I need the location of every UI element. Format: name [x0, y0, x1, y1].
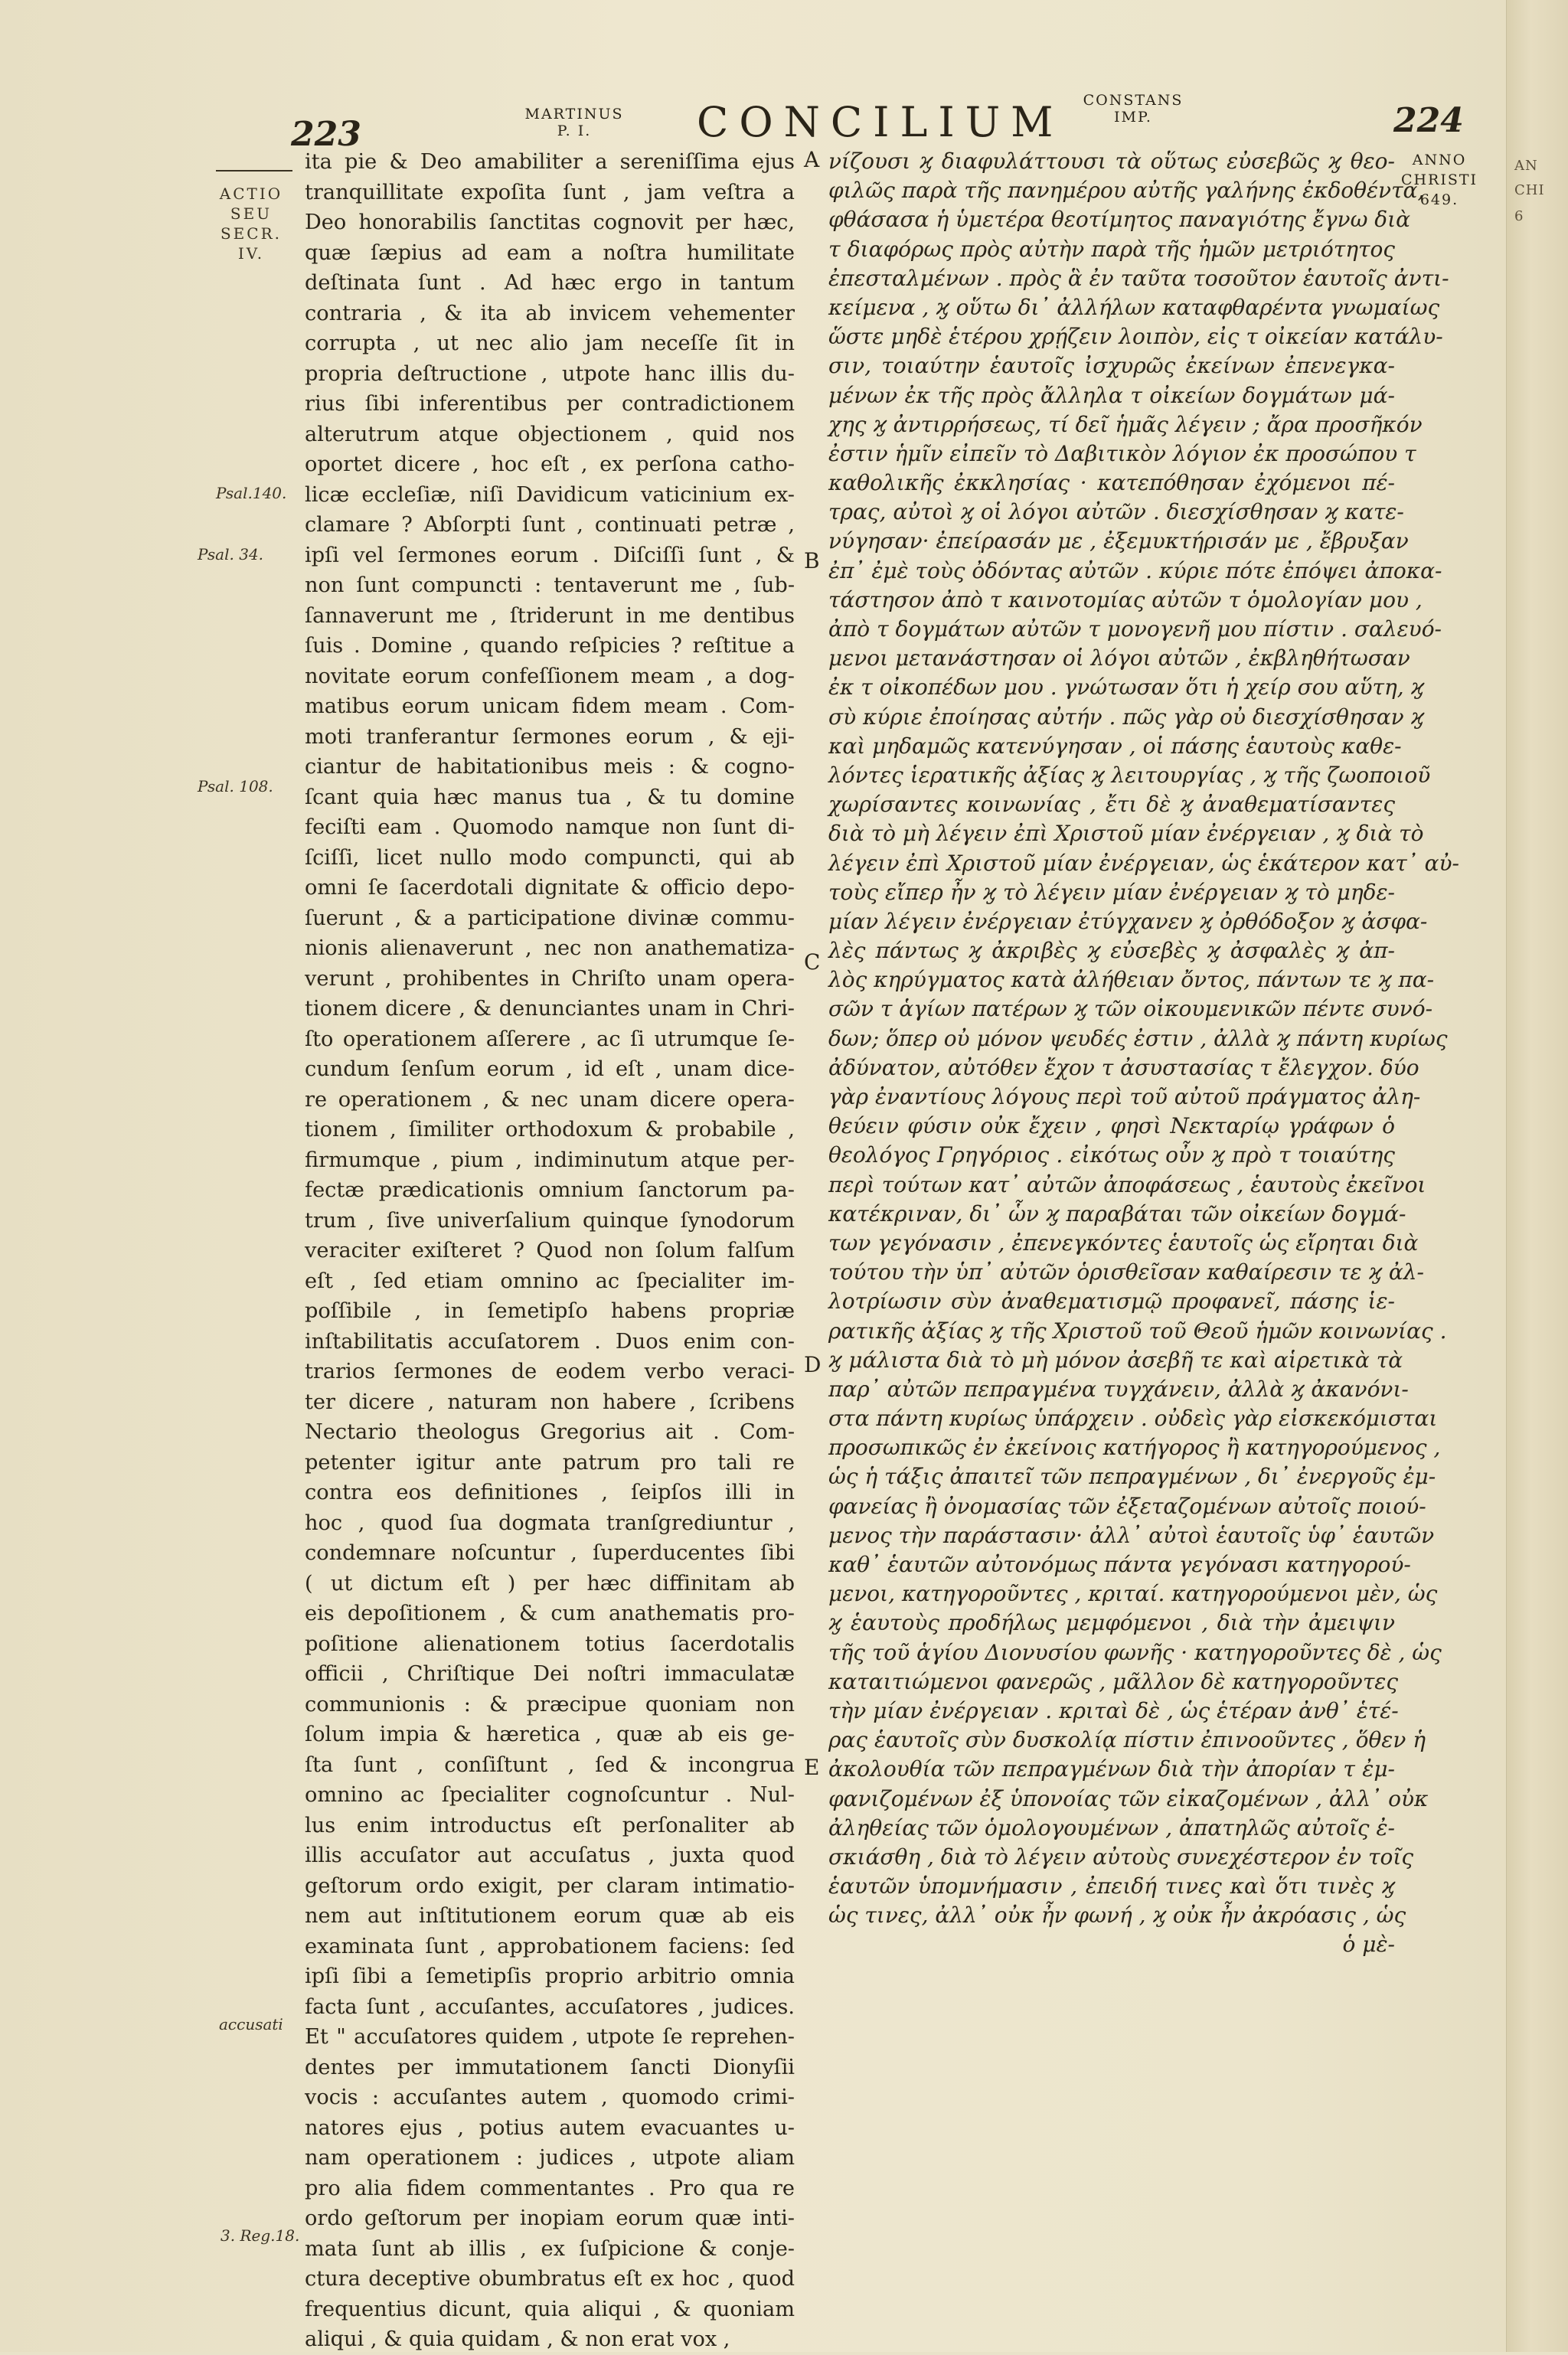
latin-text-line: oportet dicere , hoc eſt , ex perſona catho- — [305, 452, 795, 476]
greek-text-line: καθ᾽ ἑαυτῶν αὐτονόμως πάντα γεγόνασι κατηγορού- — [828, 1552, 1411, 1577]
margin-note-accusati: accusati — [219, 2015, 283, 2033]
latin-text-line: veraciter exiſteret ? Quod non ſolum falſum — [305, 1239, 795, 1262]
greek-text-line: ἀπὸ τ δογμάτων αὐτῶν τ μονογενῆ μου πίστιν . σαλευό- — [828, 616, 1442, 642]
latin-text-line: re operationem , & nec unam dicere opera- — [305, 1087, 795, 1112]
greek-text-line: θεολόγος Γρηγόριος . εἰκότως οὖν ϗ πρὸ τ τοιαύτης — [828, 1142, 1395, 1168]
greek-text-line: θεύειν φύσιν οὐκ ἔχειν , φησὶ Νεκταρίῳ γράφων ὁ — [828, 1113, 1395, 1139]
running-head-line: MARTINUS — [524, 106, 624, 122]
greek-text-line: διὰ τὸ μὴ λέγειν ἐπὶ Χριστοῦ μίαν ἐνέργειαν , ϗ διὰ τὸ — [828, 821, 1424, 847]
margin-note-psal108: Psal. 108. — [198, 777, 273, 795]
page-header — [291, 92, 1485, 153]
greek-text-line: σιν, τοιαύτην ἑαυτοῖς ἰσχυρῶς ἐκείνων ἐπενεγκα- — [828, 353, 1395, 379]
latin-text-line: ſto operationem aſſerere , ac ſi utrumque ſe- — [305, 1027, 795, 1051]
greek-text-line: ϗ ἑαυτοὺς προδήλως μεμφόμενοι , διὰ τὴν ἀμειψιν — [828, 1610, 1395, 1636]
latin-text-line: quæ ſæpius ad eam a noſtra humilitate — [305, 240, 795, 265]
greek-text-line: τούτου τὴν ὑπ᾽ αὐτῶν ὁρισθεῖσαν καθαίρεσιν τε ϗ ἀλ- — [828, 1259, 1424, 1285]
greek-text-line: τρας, αὐτοὶ ϗ οἱ λόγοι αὐτῶν . διεσχίσθησαν ϗ κατε- — [828, 499, 1404, 525]
greek-text-line: φανείας ἢ ὀνομασίας τῶν ἐξεταζομένων αὐτοῖς ποιού- — [828, 1493, 1426, 1519]
greek-text-line: τοὺς εἴπερ ἦν ϗ τὸ λέγειν μίαν ἐνέργειαν ϗ τὸ μηδε- — [828, 879, 1395, 905]
latin-text-line: ſciſſi, licet nullo modo compuncti, qui ab — [305, 845, 795, 870]
latin-text-line: Deo honorabilis ſanctitas cognovit per hæc, — [305, 211, 795, 234]
greek-text-line: καὶ μηδαμῶς κατενύγησαν , οἱ πάσης ἑαυτοὺς καθε- — [828, 733, 1402, 759]
greek-text-line: σκιάσθη , διὰ τὸ λέγειν αὐτοὺς συνεχέστερον ἐν τοῖς — [828, 1844, 1414, 1870]
year-note-anno: ANNO — [1412, 152, 1467, 168]
greek-text-line: μενοι μετανάστησαν οἱ λόγοι αὐτῶν , ἐκβληθήτωσαν — [828, 645, 1410, 671]
section-letter: A — [804, 147, 820, 172]
greek-text-line: ἀκολουθία τῶν πεπραγμένων διὰ τὴν ἀπορίαν τ ἐμ- — [828, 1756, 1395, 1782]
greek-text-line: λέγειν ἐπὶ Χριστοῦ μίαν ἐνέργειαν, ὡς ἑκάτερον κατ᾽ αὐ- — [828, 850, 1460, 876]
greek-text-line: κατέκριναν, δι᾽ ὧν ϗ παραβάται τῶν οἰκείων δογμά- — [828, 1200, 1406, 1226]
latin-text-line: contraria , & ita ab invicem vehementer — [305, 301, 795, 325]
greek-text-line: δων; ὅπερ οὐ μόνον ψευδές ἐστιν , ἀλλὰ ϗ πάντη κυρίως — [828, 1025, 1448, 1051]
adjacent-page-edge — [1506, 0, 1568, 2352]
greek-text-line: των γεγόνασιν , ἐπενεγκόντες ἑαυτοῖς ὡς εἴρηται διὰ — [828, 1230, 1419, 1256]
greek-text-line: γὰρ ἐναντίους λόγους περὶ τοῦ αὐτοῦ πράγματος ἀλη- — [828, 1084, 1421, 1109]
latin-text-line: omnino ac ſpecialiter cognoſcuntur . Nul- — [305, 1783, 795, 1807]
actio-line: SEU — [230, 204, 273, 223]
page-number-left: 223 — [291, 115, 361, 154]
greek-text-line: μίαν λέγειν ἐνέργειαν ἐτύγχανεν ϗ ὀρθόδοξον ϗ ἀσφα- — [828, 908, 1428, 934]
latin-text-line: Nectario theologus Gregorius ait . Com- — [305, 1420, 795, 1444]
latin-text-line: petenter igitur ante patrum pro tali re — [305, 1450, 795, 1475]
greek-text-line: τάστησον ἀπὸ τ καινοτομίας αὐτῶν τ ὁμολογίαν μου , — [828, 586, 1423, 612]
latin-text-line: moti tranferantur ſermones eorum , & eji- — [305, 724, 795, 749]
greek-text-line: ϗ μάλιστα διὰ τὸ μὴ μόνον ἀσεβῆ τε καὶ αἱρετικὰ τὰ — [828, 1347, 1403, 1373]
latin-text-line: ipſi vel ſermones eorum . Diſciſſi ſunt , & — [305, 543, 795, 567]
greek-text-line: στα πάντη κυρίως ὑπάρχειν . οὐδεὶς γὰρ εἰσκεκόμισται — [828, 1406, 1438, 1432]
latin-text-line: ( ut dictum eſt ) per hæc diffinitam ab — [305, 1571, 795, 1596]
greek-text-line: μενοι, κατηγοροῦντες , κριταί. κατηγορούμενοι μὲν, ὡς — [828, 1581, 1438, 1607]
edge-text: AN — [1514, 158, 1538, 174]
greek-text-line: μένων ἐκ τῆς πρὸς ἄλληλα τ οἰκείων δογμάτων μά- — [828, 382, 1395, 408]
latin-text-line: facta ſunt , accuſantes, accuſatores , judices. — [305, 1994, 795, 2019]
latin-text-line: clamare ? Abſorpti ſunt , continuati petræ , — [305, 513, 795, 537]
latin-text-line: poſſibile , in ſemetipſo habens propriæ — [305, 1299, 795, 1323]
greek-text-line: λὲς πάντως ϗ ἀκριβὲς ϗ εὐσεβὲς ϗ ἀσφαλὲς ϗ ἀπ- — [828, 938, 1395, 964]
latin-text-line: trum , ſive univerſalium quinque ſynodorum — [305, 1208, 795, 1233]
latin-text-line: pro alia fidem commentantes . Pro qua re — [305, 2176, 795, 2200]
actio-label — [213, 184, 289, 263]
latin-text-line: ſolum impia & hæretica , quæ ab eis ge- — [305, 1723, 795, 1746]
latin-text-line: ſuis . Domine , quando reſpicies ? reſtitue a — [305, 634, 795, 658]
latin-text-line: mata ſunt ab illis , ex ſuſpicione & conje- — [305, 2236, 795, 2261]
margin-note-kings: 3. Reg.18. — [220, 2226, 300, 2245]
latin-text-line: novitate eorum confeſſionem meam , a dog- — [305, 664, 795, 688]
latin-text-line: eis depoſitionem , & cum anathematis pro- — [305, 1602, 795, 1625]
greek-text-line: καταιτιώμενοι φανερῶς , μᾶλλον δὲ κατηγοροῦντες — [828, 1668, 1399, 1694]
margin-note-psal140: Psal.140. — [216, 484, 287, 502]
latin-text-line: hoc , quod ſua dogmata tranſgrediuntur , — [305, 1511, 795, 1535]
greek-text-line: ἑαυτῶν ὑπομνήμασιν , ἐπειδή τινες καὶ ὅτι τινὲς ϗ — [828, 1873, 1395, 1899]
latin-text-line: tionem dicere , & denunciantes unam in Chri- — [305, 997, 795, 1021]
greek-text-line: τὴν μίαν ἐνέργειαν . κριταὶ δὲ , ὡς ἑτέραν ἀνθ᾽ ἑτέ- — [828, 1697, 1399, 1723]
greek-text-line: προσωπικῶς ἐν ἐκείνοις κατήγορος ἢ κατηγορούμενος , — [828, 1435, 1441, 1461]
latin-text-line: firmumque , pium , indiminutum atque per- — [305, 1148, 795, 1172]
latin-text-line: illis accuſator aut accuſatus , juxta quod — [305, 1844, 795, 1867]
latin-text-line: propria deſtructione , utpote hanc illis du- — [305, 361, 795, 386]
latin-text-line: vocis : accuſantes autem , quomodo crimi- — [305, 2086, 795, 2109]
actio-line: ACTIO — [219, 185, 283, 203]
section-letter: C — [804, 949, 821, 975]
latin-text-line: nionis alienaverunt , nec non anathematiza- — [305, 936, 795, 960]
latin-text-line: verunt , prohibentes in Chriſto unam opera- — [305, 966, 795, 991]
greek-text-line: μενος τὴν παράστασιν· ἀλλ᾽ αὐτοὶ ἑαυτοῖς ὑφ᾽ ἑαυτῶν — [828, 1522, 1435, 1548]
latin-text-line: corrupta , ut nec alio jam neceſſe ſit in — [305, 332, 795, 355]
latin-text-line: aliqui , & quia quidam , & non erat vox , — [305, 2327, 730, 2351]
greek-text-line: φιλῶς παρὰ τῆς πανημέρου αὐτῆς γαλήνης ἐκδοθέντα, — [828, 178, 1425, 204]
margin-rule — [216, 170, 292, 171]
latin-text-line: ctura deceptive obumbratus eſt ex hoc , quod — [305, 2267, 795, 2291]
running-head-line: P. I. — [557, 122, 592, 139]
greek-text-line: χης ϗ ἀντιρρήσεως, τί δεῖ ἡμᾶς λέγειν ; ἄρα προσῆκόν — [828, 411, 1423, 437]
section-letter: E — [804, 1755, 820, 1780]
greek-text-line: σὺ κύριε ἐποίησας αὐτήν . πῶς γὰρ οὐ διεσχίσθησαν ϗ — [828, 704, 1425, 730]
greek-text-line: λόντες ἱερατικῆς ἀξίας ϗ λειτουργίας , ϗ τῆς ζωοποιοῦ — [828, 762, 1431, 788]
latin-text-line: matibus eorum unicam fidem meam . Com- — [305, 694, 795, 718]
latin-text-line: poſitione alienationem totius ſacerdotalis — [305, 1632, 795, 1656]
latin-text-line: geſtorum ordo exigit, per claram intimatio- — [305, 1873, 795, 1898]
latin-text-line: condemnare noſcuntur , ſuperducentes ſibi — [305, 1541, 795, 1565]
latin-text-line: deſtinata ſunt . Ad hæc ergo in tantum — [305, 271, 795, 295]
margin-note-psal34: Psal. 34. — [198, 545, 264, 563]
latin-text-line: feciſti eam . Quomodo namque non ſunt di- — [305, 815, 795, 839]
page-number-right: 224 — [1393, 101, 1464, 140]
latin-text-line: inſtabilitatis accuſatorem . Duos enim con- — [305, 1329, 795, 1354]
latin-text-line: non ſunt compuncti : tentaverunt me , ſub- — [305, 573, 795, 597]
latin-text-line: alterutrum atque objectionem , quid nos — [305, 422, 795, 446]
greek-text-line: κείμενα , ϗ οὕτω δι᾽ ἀλλήλων καταφθαρέντα γνωμαίως — [828, 294, 1440, 320]
running-head-right — [1064, 92, 1202, 126]
greek-text-line: καθολικῆς ἐκκλησίας · κατεπόθησαν ἐχόμενοι πέ- — [828, 470, 1395, 496]
running-head-line: CONSTANS — [1083, 92, 1184, 109]
latin-text-line: lus enim introductus eſt perſonaliter ab — [305, 1813, 795, 1837]
greek-text-line: φανιζομένων ἐξ ὑπονοίας τῶν εἰκαζομένων , ἀλλ᾽ οὐκ — [828, 1785, 1429, 1811]
running-head-line: IMP. — [1114, 109, 1152, 126]
latin-text-line: contra eos definitiones , ſeipſos illi in — [305, 1481, 795, 1504]
latin-text-line: cundum ſenſum eorum , id eſt , unam dice- — [305, 1057, 795, 1081]
year-note-christi: CHRISTI — [1400, 171, 1478, 188]
latin-text-line: ordo geſtorum per inopiam eorum quæ inti- — [305, 2206, 795, 2230]
greek-text-line: λὸς κηρύγματος κατὰ ἀλήθειαν ὄντος, πάντων τε ϗ πα- — [828, 967, 1435, 993]
latin-text-line: Et " accuſatores quidem , utpote ſe reprehen- — [305, 2025, 795, 2049]
latin-text-line: ipſi ſibi a ſemetipſis proprio arbitrio omnia — [305, 1965, 795, 1988]
latin-text-line: frequentius dicunt, quia aliqui , & quoniam — [305, 2297, 795, 2321]
greek-text-line: λοτρίωσιν σὺν ἀναθεματισμῷ προφανεῖ, πάσης ἱε- — [828, 1289, 1395, 1315]
greek-text-line: νίζουσι ϗ διαφυλάττουσι τὰ οὕτως εὐσεβῶς ϗ θεο- — [828, 149, 1395, 174]
latin-text-line: officii , Chriſtique Dei noſtri immaculatæ — [305, 1662, 795, 1686]
greek-text-line: ἐπεσταλμένων . πρὸς ἃ ἐν ταῦτα τοσοῦτον ἑαυτοῖς ἀντι- — [828, 265, 1449, 291]
latin-text-line: ciantur de habitationibus meis : & cogno- — [305, 755, 795, 779]
latin-text-line: nam operationem : judices , utpote aliam — [305, 2146, 795, 2170]
latin-text-line: examinata ſunt , approbationem faciens: ſed — [305, 1934, 795, 1958]
latin-text-line: eſt , ſed etiam omnino ac ſpecialiter im- — [305, 1269, 795, 1293]
latin-text-line: licæ eccleſiæ, niſi Davidicum vaticinium ex- — [305, 482, 795, 507]
greek-text-line: ἐστιν ἡμῖν εἰπεῖν τὸ Δαβιτικὸν λόγιον ἐκ προσώπου τ — [828, 440, 1416, 466]
greek-text-line: ἐκ τ οἰκοπέδων μου . γνώτωσαν ὅτι ἡ χείρ σου αὕτη, ϗ — [828, 674, 1424, 701]
section-letter: B — [804, 548, 820, 573]
latin-text-line: ſannaverunt me , ſtriderunt in me dentibus — [305, 603, 795, 628]
greek-text-line: ὥστε μηδὲ ἑτέρου χρῄζειν λοιπὸν, εἰς τ οἰκείαν κατάλυ- — [828, 324, 1443, 350]
latin-text-line: ſcant quia hæc manus tua , & tu domine — [305, 785, 795, 809]
latin-text-line: tranquillitate expoſita ſunt , jam veſtra a — [305, 180, 795, 204]
greek-text-line: ὡς τινες, ἀλλ᾽ οὐκ ἦν φωνή , ϗ οὐκ ἦν ἀκρόασις , ὡς — [828, 1903, 1406, 1929]
greek-text-line: νύγησαν· ἐπείρασάν με , ἐξεμυκτήρισάν με , ἔβρυξαν — [828, 528, 1409, 554]
edge-text: 6 — [1514, 208, 1524, 224]
greek-text-line: παρ᾽ αὐτῶν πεπραγμένα τυγχάνειν, ἀλλὰ ϗ ἀκανόνι- — [828, 1376, 1409, 1402]
greek-text-line: ρατικῆς ἀξίας ϗ τῆς Χριστοῦ τοῦ Θεοῦ ἡμῶν κοινωνίας . — [828, 1318, 1447, 1344]
latin-text-line: ita pie & Deo amabiliter a sereniſſima ejus — [305, 150, 795, 174]
greek-text-line: περὶ τούτων κατ᾽ αὐτῶν ἀποφάσεως , ἑαυτοὺς ἐκεῖνοι — [828, 1171, 1426, 1197]
greek-text-line: τῆς τοῦ ἁγίου Διονυσίου φωνῆς · κατηγοροῦντες δὲ , ὡς — [828, 1639, 1442, 1665]
latin-column — [305, 147, 795, 2355]
latin-text-line: nem aut inſtitutionem eorum quæ ab eis — [305, 1904, 795, 1928]
latin-text-line: trarios ſermones de eodem verbo veraci- — [305, 1360, 795, 1383]
greek-text-line: σῶν τ ἁγίων πατέρων ϗ τῶν οἰκουμενικῶν πέντε συνό- — [828, 996, 1433, 1022]
greek-text-line: ὁ μὲ- — [1342, 1932, 1395, 1958]
latin-text-line: rius ſibi inferentibus per contradictionem — [305, 392, 795, 416]
greek-text-line: ἀληθείας τῶν ὁμολογουμένων , ἀπατηλῶς αὐτοῖς ἐ- — [828, 1814, 1395, 1841]
greek-text-line: ρας ἑαυτοῖς σὺν δυσκολίᾳ πίστιν ἐπινοοῦντες , ὅθεν ἡ — [828, 1727, 1426, 1753]
running-head-left — [513, 106, 635, 139]
section-letter: D — [804, 1352, 822, 1377]
greek-text-line: φθάσασα ἡ ὑμετέρα θεοτίμητος παναγιότης ἔγνω διὰ — [828, 207, 1411, 233]
latin-text-line: communionis : & præcipue quoniam non — [305, 1692, 795, 1716]
greek-text-line: τ διαφόρως πρὸς αὐτὴν παρὰ τῆς ἡμῶν μετριότητος — [828, 236, 1395, 262]
greek-text-line: ἐπ᾽ ἐμὲ τοὺς ὀδόντας αὐτῶν . κύριε πότε ἐπόψει ἀποκα- — [828, 557, 1442, 583]
greek-text-line: χωρίσαντες κοινωνίας , ἔτι δὲ ϗ ἀναθεματίσαντες — [828, 792, 1395, 818]
latin-text-line: omni ſe ſacerdotali dignitate & officio depo- — [305, 876, 795, 900]
edge-text: CHI — [1514, 182, 1545, 198]
latin-text-line: tionem , ſimiliter orthodoxum & probabile , — [305, 1118, 795, 1142]
latin-text-line: ſuerunt , & a participatione divinæ commu- — [305, 906, 795, 930]
greek-text-line: ὡς ἡ τάξις ἀπαιτεῖ τῶν πεπραγμένων , δι᾽ ἐνεργοῦς ἐμ- — [828, 1464, 1436, 1490]
greek-text-line: ἀδύνατον, αὐτόθεν ἔχον τ ἀσυστασίας τ ἔλεγχον. δύο — [828, 1054, 1419, 1080]
page-title: CONCILIUM — [697, 98, 1064, 146]
latin-text-line: dentes per immutationem ſancti Dionyſii — [305, 2055, 795, 2079]
latin-text-line: natores ejus , potius autem evacuantes u- — [305, 2115, 795, 2140]
latin-text-line: fectæ prædicationis omnium ſanctorum pa- — [305, 1178, 795, 1202]
latin-text-line: ter dicere , naturam non habere , ſcribens — [305, 1390, 795, 1414]
actio-line: SECR. IV. — [220, 224, 283, 263]
latin-text-line: ſta ſunt , conſiſtunt , ſed & incongrua — [305, 1752, 795, 1777]
year-note-year: 649. — [1419, 191, 1459, 208]
